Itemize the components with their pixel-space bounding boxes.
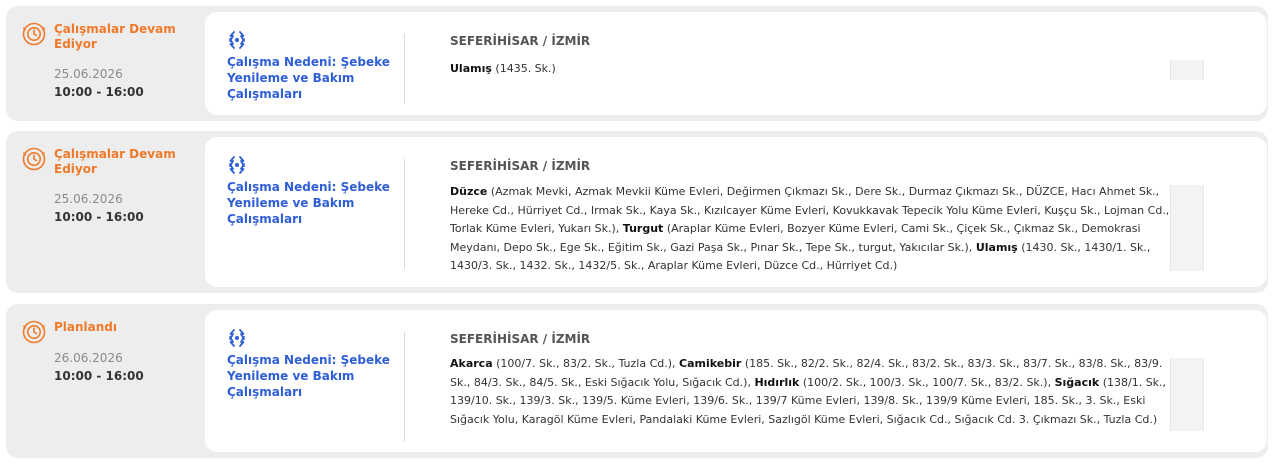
area-streets: (138/1. Sk., 139/10. Sk., 139/3. Sk., 139/5. Küme Evleri, 139/6. Sk., 139/7 Küme Evleri, 139/8. Sk., 139/9 Küme Evleri, 185. Sk., 3. Sk., Eski Sığacık Yolu, Karagöl Küme Evleri, Pandalaki Küme Evleri, Sazlıgöl Küme Evleri, Sığacık Cd., Sığacık Cd. 3. Çıkmazı Sk., Tuzla Cd.) [450, 375, 1167, 426]
location-label: SEFERİHİSAR / İZMİR [450, 34, 591, 48]
clock-status-icon [22, 320, 46, 344]
area-streets: (Azmak Mevki, Azmak Mevkii Küme Evleri, Değirmen Çıkmazı Sk., Dere Sk., Durmaz Çıkmazı Sk., DÜZCE, Hacı Ahmet Sk., Hereke Cd., Hürriyet Cd., Irmak Sk., Kaya Sk., Kızılcayer Küme Evleri, Kovukkavak Tepecik Yolu Küme Evleri, Kuşçu Sk., Lojman Cd., Torlak Küme Evleri, Yukarı Sk.), [450, 185, 1170, 236]
outage-time: 10:00 - 16:00 [54, 369, 144, 383]
area-name: Camikebir [679, 357, 742, 370]
area-streets: (Araplar Küme Evleri, Bozyer Küme Evleri, Cami Sk., Çiçek Sk., Çıkmaz Sk., Demokrasi Meydanı, Depo Sk., Ege Sk., Eğitim Sk., Gazi Paşa Sk., Pınar Sk., Tepe Sk., turgut, Yakıcılar Sk.), [450, 222, 1141, 254]
affected-addresses [450, 355, 1170, 429]
outage-card[interactable] [6, 6, 1268, 121]
area-name: Düzce [450, 185, 488, 198]
area-streets: (1430. Sk., 1430/1. Sk., 1430/3. Sk., 1432. Sk., 1432/5. Sk., Araplar Küme Evleri, Düzce Cd., Hürriyet Cd.) [450, 240, 1151, 273]
location-label: SEFERİHİSAR / İZMİR [450, 159, 591, 173]
clock-status-icon [22, 22, 46, 46]
maintenance-icon [227, 155, 247, 175]
scrollbar[interactable] [1170, 358, 1204, 431]
maintenance-icon [227, 30, 247, 50]
outage-time: 10:00 - 16:00 [54, 210, 144, 224]
area-streets: (185. Sk., 82/2. Sk., 82/4. Sk., 83/2. Sk., 83/3. Sk., 83/7. Sk., 83/8. Sk., 83/9. Sk., 84/3. Sk., 84/5. Sk., Eski Sığacık Yolu, Sığacık Cd.), [450, 357, 1163, 389]
outage-date: 25.06.2026 [54, 67, 123, 81]
affected-addresses [450, 60, 1170, 79]
scrollbar[interactable] [1170, 185, 1204, 271]
area-name: Ulamış [450, 62, 492, 75]
outage-details-panel [205, 12, 1267, 115]
maintenance-icon [227, 328, 247, 348]
area-streets: (100/7. Sk., 83/2. Sk., Tuzla Cd.), [496, 357, 676, 370]
column-divider [404, 332, 405, 442]
scrollbar[interactable] [1170, 60, 1204, 80]
location-label: SEFERİHİSAR / İZMİR [450, 332, 591, 346]
outage-details-panel [205, 137, 1267, 287]
status-label: Planlandı [54, 320, 118, 334]
work-reason: Çalışma Nedeni: Şebeke Yenileme ve Bakım Çalışmaları [227, 180, 390, 226]
column-divider [404, 34, 405, 104]
outage-date: 25.06.2026 [54, 192, 123, 206]
work-reason: Çalışma Nedeni: Şebeke Yenileme ve Bakım Çalışmaları [227, 353, 390, 399]
area-name: Turgut [622, 222, 664, 236]
column-divider [404, 159, 405, 269]
clock-status-icon [22, 147, 46, 171]
outage-details-panel [205, 310, 1267, 452]
area-name: Akarca [450, 357, 493, 370]
affected-addresses [450, 183, 1170, 276]
area-name: Hıdırlık [754, 375, 800, 389]
status-label: Çalışmalar Devam Ediyor [54, 22, 176, 51]
work-reason: Çalışma Nedeni: Şebeke Yenileme ve Bakım Çalışmaları [227, 55, 390, 101]
area-name: Sığacık [1054, 375, 1100, 389]
area-streets: (100/2. Sk., 100/3. Sk., 100/7. Sk., 83/2. Sk.), [802, 375, 1052, 389]
outage-date: 26.06.2026 [54, 351, 123, 365]
area-streets: (1435. Sk.) [495, 62, 556, 75]
outage-time: 10:00 - 16:00 [54, 85, 144, 99]
area-name: Ulamış [975, 240, 1018, 254]
outage-card[interactable] [6, 131, 1268, 293]
status-label: Çalışmalar Devam Ediyor [54, 147, 176, 176]
outage-card[interactable] [6, 304, 1268, 458]
